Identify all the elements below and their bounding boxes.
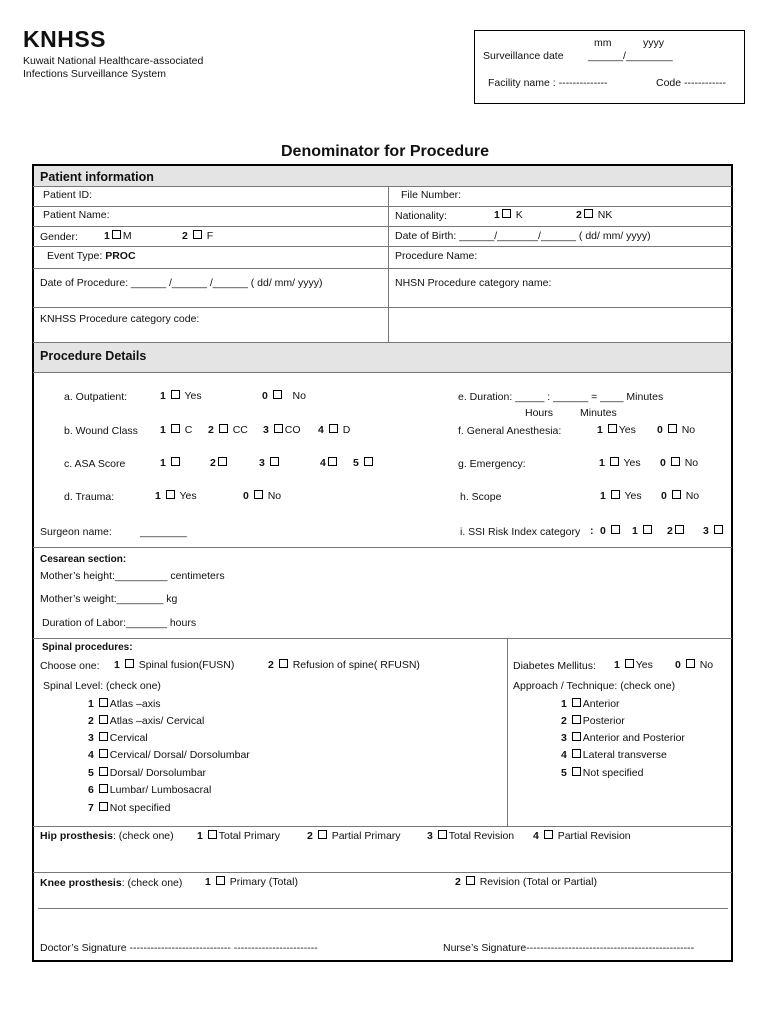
- spinal-level-option[interactable]: 3 Cervical: [88, 732, 148, 744]
- knhss-category-field[interactable]: KNHSS Procedure category code:: [40, 313, 200, 325]
- asa-3-option[interactable]: 3: [259, 457, 281, 469]
- checkbox-icon: [193, 230, 202, 239]
- patient-id-field[interactable]: Patient ID:: [43, 189, 93, 201]
- ssi-risk-label: i. SSI Risk Index category: [460, 526, 581, 538]
- checkbox-icon: [274, 424, 283, 433]
- spinal-level-option[interactable]: 5 Dorsal/ Dorsolumbar: [88, 767, 207, 779]
- ssi-0-option[interactable]: 0: [600, 525, 622, 537]
- ssi-risk-colon: :: [590, 525, 594, 537]
- general-anesthesia-label: f. General Anesthesia:: [458, 425, 562, 437]
- asa-2-option[interactable]: 2: [210, 457, 229, 469]
- duration-minutes-label: Minutes: [580, 407, 617, 419]
- checkbox-icon: [254, 490, 263, 499]
- nationality-nk-option[interactable]: 2 NK: [576, 209, 613, 221]
- anesthesia-no-option[interactable]: 0 No: [657, 424, 696, 436]
- diabetes-label: Diabetes Mellitus:: [513, 660, 596, 672]
- outpatient-label: a. Outpatient:: [64, 391, 128, 403]
- gender-f-option[interactable]: 2 F: [182, 230, 214, 242]
- checkbox-icon: [502, 209, 511, 218]
- duration-field[interactable]: e. Duration: _____ : ______ = ____ Minutes: [458, 391, 664, 403]
- checkbox-icon: [714, 525, 723, 534]
- checkbox-icon: [318, 830, 327, 839]
- checkbox-icon: [584, 209, 593, 218]
- checkbox-icon: [219, 424, 228, 433]
- surgeon-name-field[interactable]: ________: [140, 526, 187, 538]
- nurse-signature-field[interactable]: Nurse’s Signature------------------------------------------------: [443, 942, 695, 954]
- cesarean-heading: Cesarean section:: [40, 554, 127, 565]
- trauma-no-option[interactable]: 0 No: [243, 490, 282, 502]
- checkbox-icon: [99, 698, 108, 707]
- checkbox-icon: [99, 767, 108, 776]
- surveillance-date-label: Surveillance date: [483, 50, 564, 62]
- checkbox-icon: [438, 830, 447, 839]
- checkbox-icon: [125, 659, 134, 668]
- surveillance-yyyy: yyyy: [643, 37, 664, 49]
- checkbox-icon: [99, 715, 108, 724]
- checkbox-icon: [686, 659, 695, 668]
- checkbox-icon: [625, 659, 634, 668]
- wound-class-co-option[interactable]: 3 CO: [263, 424, 301, 436]
- checkbox-icon: [364, 457, 373, 466]
- wound-class-d-option[interactable]: 4 D: [318, 424, 351, 436]
- patient-info-heading: Patient information: [40, 170, 154, 184]
- checkbox-icon: [544, 830, 553, 839]
- duration-hours-label: Hours: [525, 407, 554, 419]
- approach-option[interactable]: 3 Anterior and Posterior: [561, 732, 685, 744]
- nationality-k-option[interactable]: 1 K: [494, 209, 523, 221]
- spinal-refusion-option[interactable]: 2 Refusion of spine( RFUSN): [268, 659, 420, 671]
- ssi-2-option[interactable]: 2: [667, 525, 686, 537]
- checkbox-icon: [112, 230, 121, 239]
- mother-weight-field[interactable]: Mother’s weight:________ kg: [40, 593, 178, 605]
- surgeon-name-label: Surgeon name:: [40, 526, 112, 538]
- approach-option[interactable]: 5 Not specified: [561, 767, 644, 779]
- checkbox-icon: [668, 424, 677, 433]
- checkbox-icon: [99, 749, 108, 758]
- spinal-heading: Spinal procedures:: [42, 642, 133, 653]
- checkbox-icon: [643, 525, 652, 534]
- emergency-no-option[interactable]: 0 No: [660, 457, 699, 469]
- checkbox-icon: [329, 424, 338, 433]
- procedure-name-field[interactable]: Procedure Name:: [395, 250, 478, 262]
- checkbox-icon: [611, 525, 620, 534]
- checkbox-icon: [608, 424, 617, 433]
- subtitle-line1: Kuwait National Healthcare-associated: [23, 55, 204, 67]
- nationality-label: Nationality:: [395, 210, 447, 222]
- doctor-signature-field[interactable]: Doctor’s Signature ----------------------------- ------------------------: [40, 942, 318, 954]
- anesthesia-yes-option[interactable]: 1 Yes: [597, 424, 636, 436]
- scope-no-option[interactable]: 0 No: [661, 490, 700, 502]
- duration-of-labor-field[interactable]: Duration of Labor:_______ hours: [42, 617, 197, 629]
- outpatient-yes-option[interactable]: 1 Yes: [160, 390, 202, 402]
- wound-class-c-option[interactable]: 1 C: [160, 424, 193, 436]
- outpatient-no-option[interactable]: 0 No: [262, 390, 306, 402]
- asa-score-label: c. ASA Score: [64, 458, 126, 470]
- gender-m-option[interactable]: 1 M: [104, 230, 132, 242]
- ssi-3-option[interactable]: 3: [703, 525, 725, 537]
- asa-4-option[interactable]: 4: [320, 457, 339, 469]
- hip-prosthesis-label: Hip prosthesis: (check one): [40, 830, 174, 842]
- emergency-yes-option[interactable]: 1 Yes: [599, 457, 641, 469]
- checkbox-icon: [99, 802, 108, 811]
- checkbox-icon: [216, 876, 225, 885]
- diabetes-yes-option[interactable]: 1 Yes: [614, 659, 653, 671]
- checkbox-icon: [572, 698, 581, 707]
- checkbox-icon: [671, 457, 680, 466]
- checkbox-icon: [171, 424, 180, 433]
- checkbox-icon: [218, 457, 227, 466]
- spinal-level-option[interactable]: 6 Lumbar/ Lumbosacral: [88, 784, 212, 796]
- procedure-details-heading: Procedure Details: [40, 349, 147, 363]
- asa-5-option[interactable]: 5: [353, 457, 375, 469]
- knee-prosthesis-label: Knee prosthesis: (check one): [40, 877, 183, 889]
- checkbox-icon: [166, 490, 175, 499]
- emergency-label: g. Emergency:: [458, 458, 526, 470]
- wound-class-label: b. Wound Class: [64, 425, 138, 437]
- surveillance-date-blank[interactable]: ______/________: [588, 50, 673, 62]
- wound-class-cc-option[interactable]: 2 CC: [208, 424, 248, 436]
- checkbox-icon: [572, 732, 581, 741]
- spinal-level-option[interactable]: 7 Not specified: [88, 802, 171, 814]
- scope-yes-option[interactable]: 1 Yes: [600, 490, 642, 502]
- checkbox-icon: [273, 390, 282, 399]
- facility-code[interactable]: Code ------------: [656, 77, 726, 89]
- spinal-level-option[interactable]: 4 Cervical/ Dorsal/ Dorsolumbar: [88, 749, 250, 761]
- trauma-label: d. Trauma:: [64, 491, 115, 503]
- facility-name[interactable]: Facility name : --------------: [488, 77, 608, 89]
- date-of-procedure-field[interactable]: Date of Procedure: ______ /______ /______ ( dd/ mm/ yyyy): [40, 277, 323, 289]
- checkbox-icon: [171, 390, 180, 399]
- file-number-field[interactable]: File Number:: [401, 189, 462, 201]
- gender-label: Gender:: [40, 231, 78, 243]
- hip-total-revision-option[interactable]: 3 Total Revision: [427, 830, 515, 842]
- diabetes-no-option[interactable]: 0 No: [675, 659, 714, 671]
- checkbox-icon: [99, 784, 108, 793]
- spinal-fusion-option[interactable]: 1 Spinal fusion(FUSN): [114, 659, 235, 671]
- checkbox-icon: [610, 457, 619, 466]
- approach-option[interactable]: 2 Posterior: [561, 715, 625, 727]
- checkbox-icon: [672, 490, 681, 499]
- patient-name-field[interactable]: Patient Name:: [43, 209, 110, 221]
- checkbox-icon: [572, 749, 581, 758]
- checkbox-icon: [675, 525, 684, 534]
- trauma-yes-option[interactable]: 1 Yes: [155, 490, 197, 502]
- event-type: Event Type: PROC: [47, 250, 136, 262]
- checkbox-icon: [208, 830, 217, 839]
- logo: KNHSS: [23, 26, 107, 52]
- checkbox-icon: [270, 457, 279, 466]
- scope-label: h. Scope: [460, 491, 502, 503]
- spinal-level-option[interactable]: 1 Atlas –axis: [88, 698, 161, 710]
- spinal-level-label: Spinal Level: (check one): [43, 680, 161, 692]
- checkbox-icon: [572, 715, 581, 724]
- checkbox-icon: [466, 876, 475, 885]
- checkbox-icon: [611, 490, 620, 499]
- ssi-1-option[interactable]: 1: [632, 525, 654, 537]
- page-title: Denominator for Procedure: [280, 143, 490, 160]
- asa-1-option[interactable]: 1: [160, 457, 182, 469]
- approach-option[interactable]: 1 Anterior: [561, 698, 620, 710]
- checkbox-icon: [279, 659, 288, 668]
- mother-height-field[interactable]: Mother’s height:_________ centimeters: [40, 570, 225, 582]
- surveillance-mm: mm: [594, 37, 612, 49]
- subtitle-line2: Infections Surveillance System: [23, 68, 166, 80]
- checkbox-icon: [572, 767, 581, 776]
- knee-revision-option[interactable]: 2 Revision (Total or Partial): [455, 876, 597, 888]
- hip-total-primary-option[interactable]: 1 Total Primary: [197, 830, 281, 842]
- spinal-level-option[interactable]: 2 Atlas –axis/ Cervical: [88, 715, 205, 727]
- date-of-birth-field[interactable]: Date of Birth: ______/_______/______ ( dd/ mm/ yyyy): [395, 230, 651, 242]
- checkbox-icon: [328, 457, 337, 466]
- checkbox-icon: [99, 732, 108, 741]
- approach-label: Approach / Technique: (check one): [513, 680, 676, 692]
- choose-one-label: Choose one:: [40, 660, 100, 672]
- nhsn-category-field[interactable]: NHSN Procedure category name:: [395, 277, 552, 289]
- knee-primary-option[interactable]: 1 Primary (Total): [205, 876, 298, 888]
- checkbox-icon: [171, 457, 180, 466]
- hip-partial-primary-option[interactable]: 2 Partial Primary: [307, 830, 401, 842]
- approach-option[interactable]: 4 Lateral transverse: [561, 749, 667, 761]
- hip-partial-revision-option[interactable]: 4 Partial Revision: [533, 830, 631, 842]
